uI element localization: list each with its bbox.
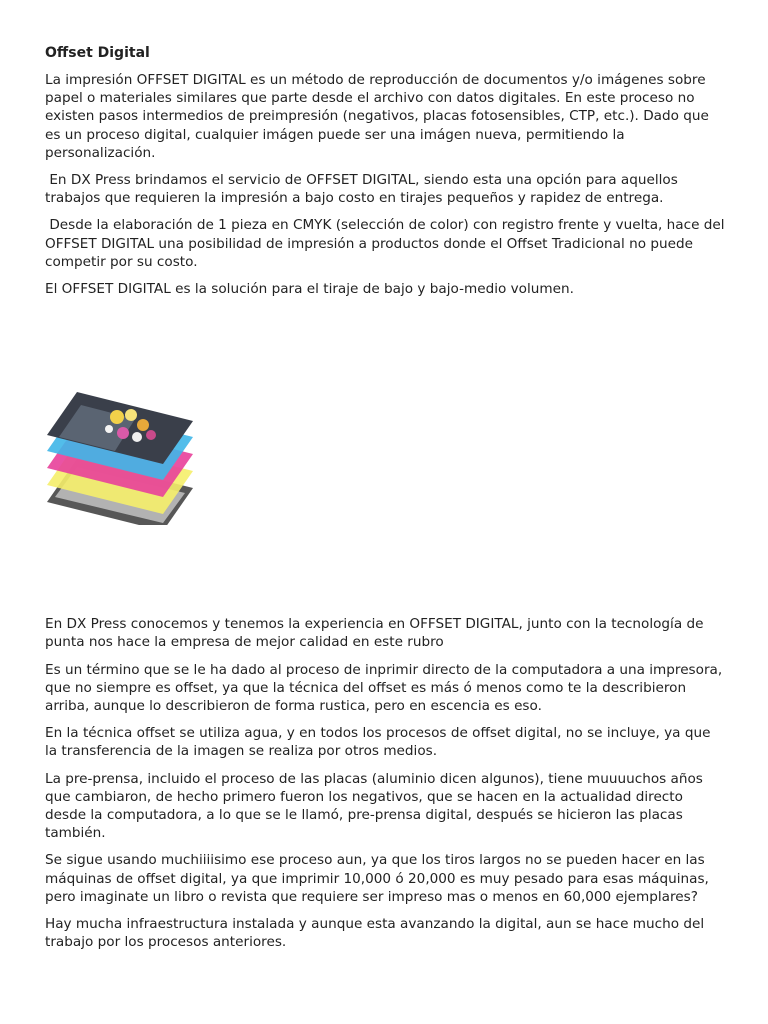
document-page (45, 40, 729, 960)
paragraph: En DX Press conocemos y tenemos la experiencia en OFFSET DIGITAL, junto con la tecnología de punta nos hace la empresa de mejor calidad en este rubro (45, 616, 704, 651)
paragraph: Es un término que se le ha dado al proceso de inprimir directo de la computadora a una impresora, que no siempre es offset, ya que la técnica del offset es más ó menos como te la describieron arriba, aunque lo describieron de forma rustica, pero en escencia es eso. (45, 661, 723, 715)
cmyk-layers-image (45, 375, 195, 525)
paragraphs-after-image (45, 615, 725, 951)
flower (105, 425, 113, 433)
paragraph: En la técnica offset se utiliza agua, y en todos los procesos de offset digital, no se incluye, ya que la transferencia de la imagen se realiza por otros medios. (45, 725, 711, 760)
paragraph: El OFFSET DIGITAL es la solución para el tiraje de bajo y bajo-medio volumen. (45, 281, 574, 298)
flower (110, 410, 124, 424)
flower (146, 430, 156, 440)
flower (125, 409, 137, 421)
paragraph: En DX Press brindamos el servicio de OFFSET DIGITAL, siendo esta una opción para aquellos trabajos que requieren la impresión a bajo costo en tirajes pequeños y rapidez de entrega. (45, 172, 683, 207)
paragraph: La pre-prensa, incluido el proceso de las placas (aluminio dicen algunos), tiene muuuuchos años que cambiaron, de hecho primero fueron los negativos, que se hacen en la actualidad directo desde la computadora, a lo que se le llamó, pre-prensa digital, después se hicieron las placas también. (45, 770, 703, 842)
paragraph: Desde la elaboración de 1 pieza en CMYK (selección de color) con registro frente y vuelta, hace del OFFSET DIGITAL una posibilidad de impresión a productos donde el Offset Tradicional no puede competir por su costo. (45, 217, 729, 270)
flower (132, 432, 142, 442)
paragraph: La impresión OFFSET DIGITAL es un método de reproducción de documentos y/o imágenes sobre papel o materiales similares que parte desde el archivo con datos digitales. En este proceso no existen pasos intermedios de preimpresión (negativos, placas fotosensibles, CTP, etc.). Dado que es un proceso digital, cualquier imágen puede ser una imágen nueva, permitiendo la personalización. (45, 72, 714, 161)
document-title: Offset Digital (45, 45, 150, 61)
paragraph: Hay mucha infraestructura instalada y aunque esta avanzando la digital, aun se hace mucho del trabajo por los procesos anteriores. (45, 916, 705, 951)
flower (117, 427, 129, 439)
flower (137, 419, 149, 431)
cmyk-layers-illustration (45, 375, 195, 525)
paragraph: Se sigue usando muchiiiisimo ese proceso aun, ya que los tiros largos no se pueden hacer en las máquinas de offset digital, ya que imprimir 10,000 ó 20,000 es muy pesado para esas máquinas, pero imaginate un libro o revista que requiere ser impreso mas o menos en 60,000 ejemplares? (45, 852, 709, 905)
